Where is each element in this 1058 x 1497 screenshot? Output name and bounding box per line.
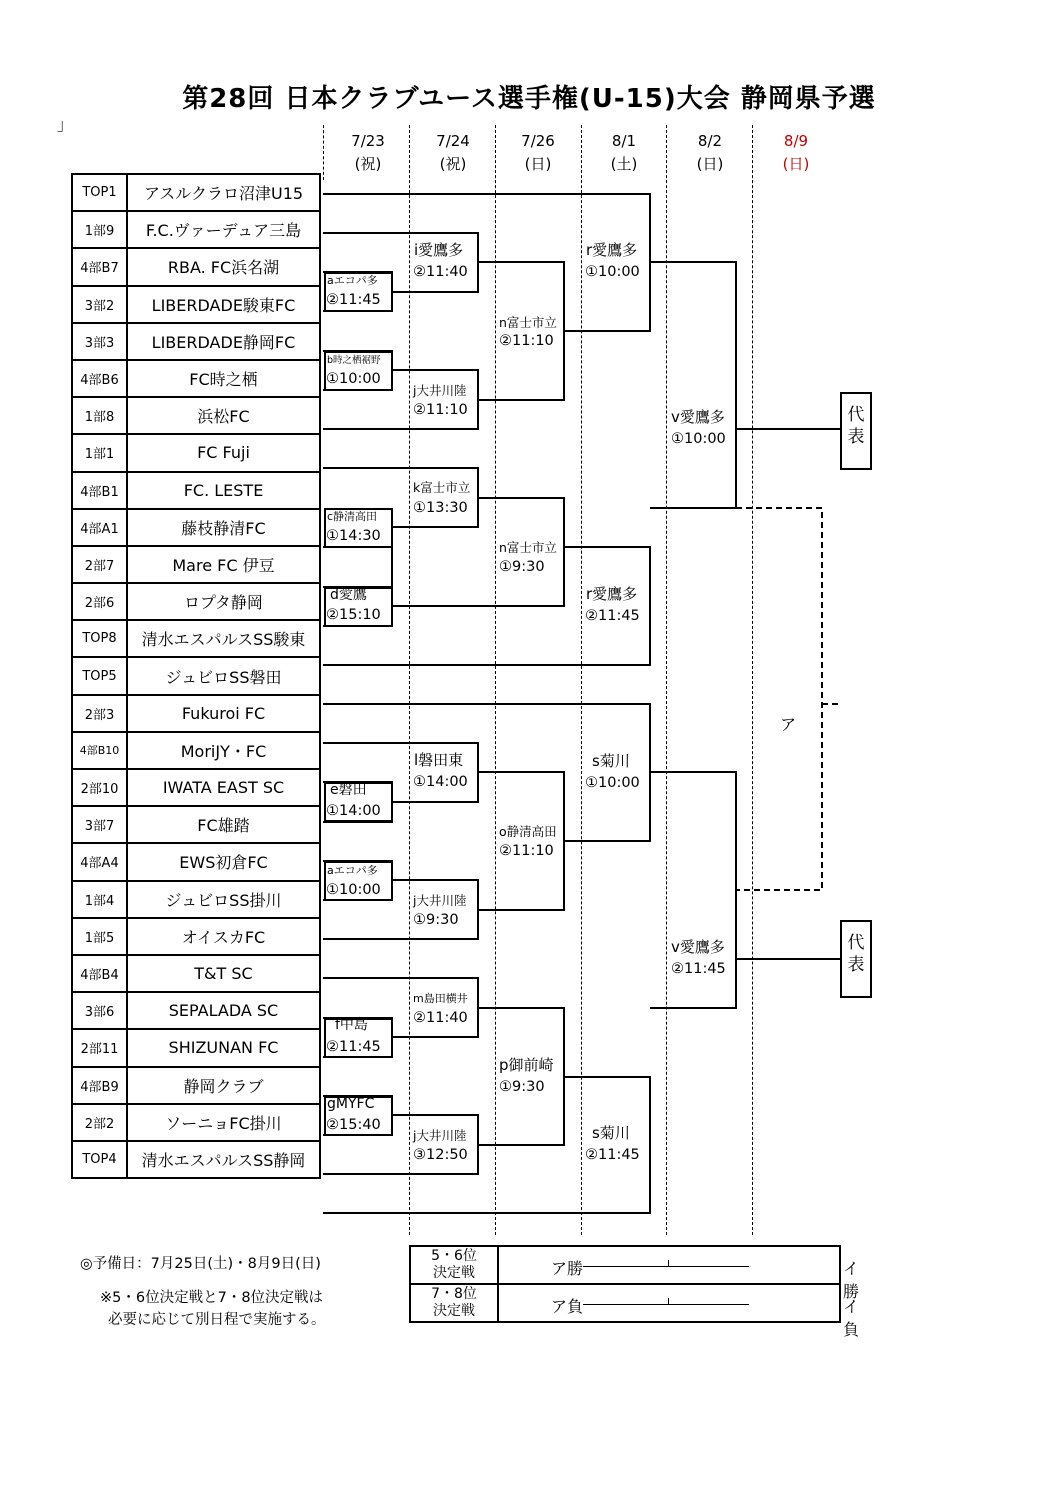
- day-label: (祝): [439, 155, 467, 173]
- match-venue: r愛鷹多: [586, 585, 638, 603]
- placing-label: [410, 1284, 498, 1322]
- team-seed: 4部A1: [72, 509, 127, 546]
- match-venue: s菊川: [592, 1124, 630, 1142]
- placing-left-entry: ア負: [551, 1297, 584, 1316]
- team-name: SHIZUNAN FC: [127, 1029, 320, 1066]
- team-seed: 1部8: [72, 397, 127, 434]
- team-seed: 2部7: [72, 546, 127, 583]
- team-seed: 2部6: [72, 583, 127, 620]
- team-seed: 2部11: [72, 1029, 127, 1066]
- match-venue: gMYFC: [327, 1096, 375, 1112]
- team-name: アスルクラロ沼津U15: [127, 174, 320, 211]
- placing-connector: [583, 1266, 749, 1267]
- team-row: [72, 918, 320, 955]
- team-name: 清水エスパルスSS駿東: [127, 620, 320, 657]
- representative-char: 代: [847, 405, 865, 425]
- team-name: T&T SC: [127, 955, 320, 992]
- team-row: [72, 620, 320, 657]
- match-venue: c静清高田: [327, 510, 378, 523]
- team-seed: 1部1: [72, 434, 127, 471]
- match-venue: n富士市立: [499, 540, 557, 555]
- team-name: LIBERDADE静岡FC: [127, 323, 320, 360]
- team-name: ソーニョFC掛川: [127, 1104, 320, 1141]
- team-name: F.C.ヴァーデュア三島: [127, 211, 320, 248]
- team-row: [72, 174, 320, 211]
- match-venue: s菊川: [592, 752, 630, 770]
- match-time: ②11:45: [585, 1147, 640, 1163]
- match-time: ①14:00: [326, 803, 381, 819]
- date-label: 7/24: [436, 132, 470, 150]
- team-name: 浜松FC: [127, 397, 320, 434]
- team-seed: TOP1: [72, 174, 127, 211]
- team-row: [72, 211, 320, 248]
- match-venue: d愛鷹: [330, 587, 367, 603]
- reserve-note: ◎予備日：7月25日(土)・8月9日(日): [80, 1256, 321, 1272]
- team-row: [72, 546, 320, 583]
- match-time: ①9:30: [499, 559, 545, 575]
- match-time: ②11:45: [671, 961, 726, 977]
- match-venue: b時之栖裾野: [327, 355, 381, 366]
- team-name: FC時之栖: [127, 360, 320, 397]
- team-seed: 3部3: [72, 323, 127, 360]
- team-row: [72, 509, 320, 546]
- team-row: [72, 360, 320, 397]
- team-row: [72, 434, 320, 471]
- team-seed: 3部2: [72, 286, 127, 323]
- team-name: ジュビロSS掛川: [127, 881, 320, 918]
- team-name: Fukuroi FC: [127, 695, 320, 732]
- team-seed: 1部9: [72, 211, 127, 248]
- team-seed: 4部B9: [72, 1067, 127, 1104]
- placing-left-entry: ア勝: [551, 1259, 584, 1278]
- match-time: ①9:30: [499, 1079, 545, 1095]
- day-label: (土): [610, 155, 638, 173]
- match-time: ①14:00: [413, 774, 468, 790]
- placing-match: [498, 1246, 860, 1301]
- remark-line-1: ※5・6位決定戦と7・8位決定戦は: [100, 1290, 324, 1306]
- date-label: 7/26: [521, 132, 555, 150]
- team-row: [72, 583, 320, 620]
- team-name: ロプタ静岡: [127, 583, 320, 620]
- placing-matches-table: [409, 1245, 860, 1339]
- team-seed: 4部B10: [72, 732, 127, 769]
- team-seed: TOP4: [72, 1141, 127, 1178]
- match-time: ②11:45: [585, 608, 640, 624]
- match-venue: n富士市立: [499, 315, 557, 330]
- match-time: ②11:10: [499, 843, 554, 859]
- representative-char: 表: [847, 427, 865, 447]
- day-label: (祝): [354, 155, 382, 173]
- match-venue: l磐田東: [414, 751, 464, 769]
- team-row: [72, 1029, 320, 1066]
- match-venue: r愛鷹多: [586, 241, 638, 259]
- placing-row-7-8: [410, 1284, 840, 1322]
- match-venue: aエコパ多: [327, 274, 378, 287]
- match-time: ②11:10: [413, 402, 468, 418]
- match-time: ①14:30: [326, 528, 381, 544]
- team-row: [72, 732, 320, 769]
- match-venue: p御前崎: [499, 1056, 554, 1074]
- date-label: 8/2: [697, 132, 723, 150]
- team-row: [72, 881, 320, 918]
- match-time: ①10:00: [585, 264, 640, 280]
- placing-right-entry: イ勝: [843, 1259, 860, 1301]
- match-time: ①10:00: [671, 431, 726, 447]
- placing-connector: [583, 1304, 749, 1305]
- representative-char: 代: [847, 933, 865, 953]
- match-time: ②11:40: [413, 1010, 468, 1026]
- representative-char: 表: [847, 955, 865, 975]
- team-seed: 2部3: [72, 695, 127, 732]
- page-title: 第28回 日本クラブユース選手権(U-15)大会 静岡県予選: [182, 84, 876, 114]
- placing-right-entry: イ負: [843, 1297, 860, 1339]
- placing-row-5-6: [410, 1246, 840, 1284]
- placing-connector-tick: [668, 1298, 669, 1304]
- team-row: [72, 323, 320, 360]
- playoff-mark: ア: [780, 715, 797, 734]
- team-row: [72, 657, 320, 694]
- team-name: ジュビロSS磐田: [127, 657, 320, 694]
- match-venue: aエコパ多: [327, 864, 378, 877]
- team-seed: TOP5: [72, 657, 127, 694]
- match-venue: j大井川陸: [413, 383, 467, 398]
- placing-label-line1: 5・6位: [431, 1248, 477, 1264]
- match-venue: i愛鷹多: [414, 241, 464, 259]
- match-time: ②11:45: [326, 1039, 381, 1055]
- day-label: (日): [696, 155, 724, 173]
- team-row: [72, 1141, 320, 1178]
- match-time: ②11:45: [326, 292, 381, 308]
- placing-label-line1: 7・8位: [431, 1286, 477, 1302]
- placing-label-line2: 決定戦: [433, 1303, 475, 1319]
- match-venue: v愛鷹多: [671, 938, 725, 956]
- team-table: [71, 173, 321, 1179]
- team-seed: 3部7: [72, 806, 127, 843]
- placing-label-line2: 決定戦: [433, 1265, 475, 1281]
- match-time: ①13:30: [413, 500, 468, 516]
- team-row: [72, 806, 320, 843]
- team-name: FC雄踏: [127, 806, 320, 843]
- team-name: EWS初倉FC: [127, 843, 320, 880]
- team-seed: 1部4: [72, 881, 127, 918]
- team-seed: 4部B6: [72, 360, 127, 397]
- team-seed: 4部A4: [72, 843, 127, 880]
- team-name: MoriJY・FC: [127, 732, 320, 769]
- team-name: SEPALADA SC: [127, 992, 320, 1029]
- placing-match: [498, 1284, 860, 1339]
- match-time: ①10:00: [326, 371, 381, 387]
- team-row: [72, 843, 320, 880]
- match-time: ②11:10: [499, 333, 554, 349]
- corner-mark: 」: [57, 115, 74, 134]
- match-time: ①10:00: [585, 775, 640, 791]
- team-row: [72, 992, 320, 1029]
- team-row: [72, 1067, 320, 1104]
- remark-line-2: 必要に応じて別日程で実施する。: [108, 1312, 326, 1328]
- match-venue: m島田横井: [413, 992, 468, 1005]
- team-row: [72, 397, 320, 434]
- match-time: ③12:50: [413, 1147, 468, 1163]
- team-seed: 4部B4: [72, 955, 127, 992]
- match-venue: j大井川陸: [413, 1128, 467, 1143]
- date-label: 8/9: [783, 132, 809, 150]
- representative-box: [840, 920, 872, 998]
- team-seed: 1部5: [72, 918, 127, 955]
- match-time: ②15:10: [326, 607, 381, 623]
- team-name: 清水エスパルスSS静岡: [127, 1141, 320, 1178]
- match-time: ②11:40: [413, 264, 468, 280]
- representative-box: [840, 392, 872, 470]
- date-label: 8/1: [611, 132, 637, 150]
- team-name: オイスカFC: [127, 918, 320, 955]
- day-label: (日): [524, 155, 552, 173]
- team-row: [72, 955, 320, 992]
- team-name: LIBERDADE駿東FC: [127, 286, 320, 323]
- team-row: [72, 248, 320, 285]
- match-time: ①9:30: [413, 912, 459, 928]
- team-seed: 4部B1: [72, 472, 127, 509]
- match-venue: k富士市立: [413, 480, 471, 495]
- team-row: [72, 286, 320, 323]
- team-seed: TOP8: [72, 620, 127, 657]
- team-seed: 4部B7: [72, 248, 127, 285]
- match-venue: e磐田: [330, 782, 367, 798]
- team-name: 藤枝静清FC: [127, 509, 320, 546]
- match-time: ①10:00: [326, 882, 381, 898]
- match-venue: f中島: [335, 1017, 368, 1033]
- team-row: [72, 1104, 320, 1141]
- team-name: IWATA EAST SC: [127, 769, 320, 806]
- match-venue: o静清高田: [499, 824, 557, 839]
- team-row: [72, 695, 320, 732]
- day-label: (日): [782, 155, 810, 173]
- team-name: RBA. FC浜名湖: [127, 248, 320, 285]
- team-row: [72, 472, 320, 509]
- team-name: Mare FC 伊豆: [127, 546, 320, 583]
- team-seed: 2部10: [72, 769, 127, 806]
- placing-connector-tick: [668, 1260, 669, 1266]
- team-name: FC Fuji: [127, 434, 320, 471]
- team-row: [72, 769, 320, 806]
- date-label: 7/23: [351, 132, 385, 150]
- match-venue: j大井川陸: [413, 893, 467, 908]
- team-name: 静岡クラブ: [127, 1067, 320, 1104]
- team-seed: 3部6: [72, 992, 127, 1029]
- team-seed: 2部2: [72, 1104, 127, 1141]
- match-venue: v愛鷹多: [671, 408, 725, 426]
- match-time: ②15:40: [326, 1117, 381, 1133]
- team-name: FC. LESTE: [127, 472, 320, 509]
- placing-label: [410, 1246, 498, 1284]
